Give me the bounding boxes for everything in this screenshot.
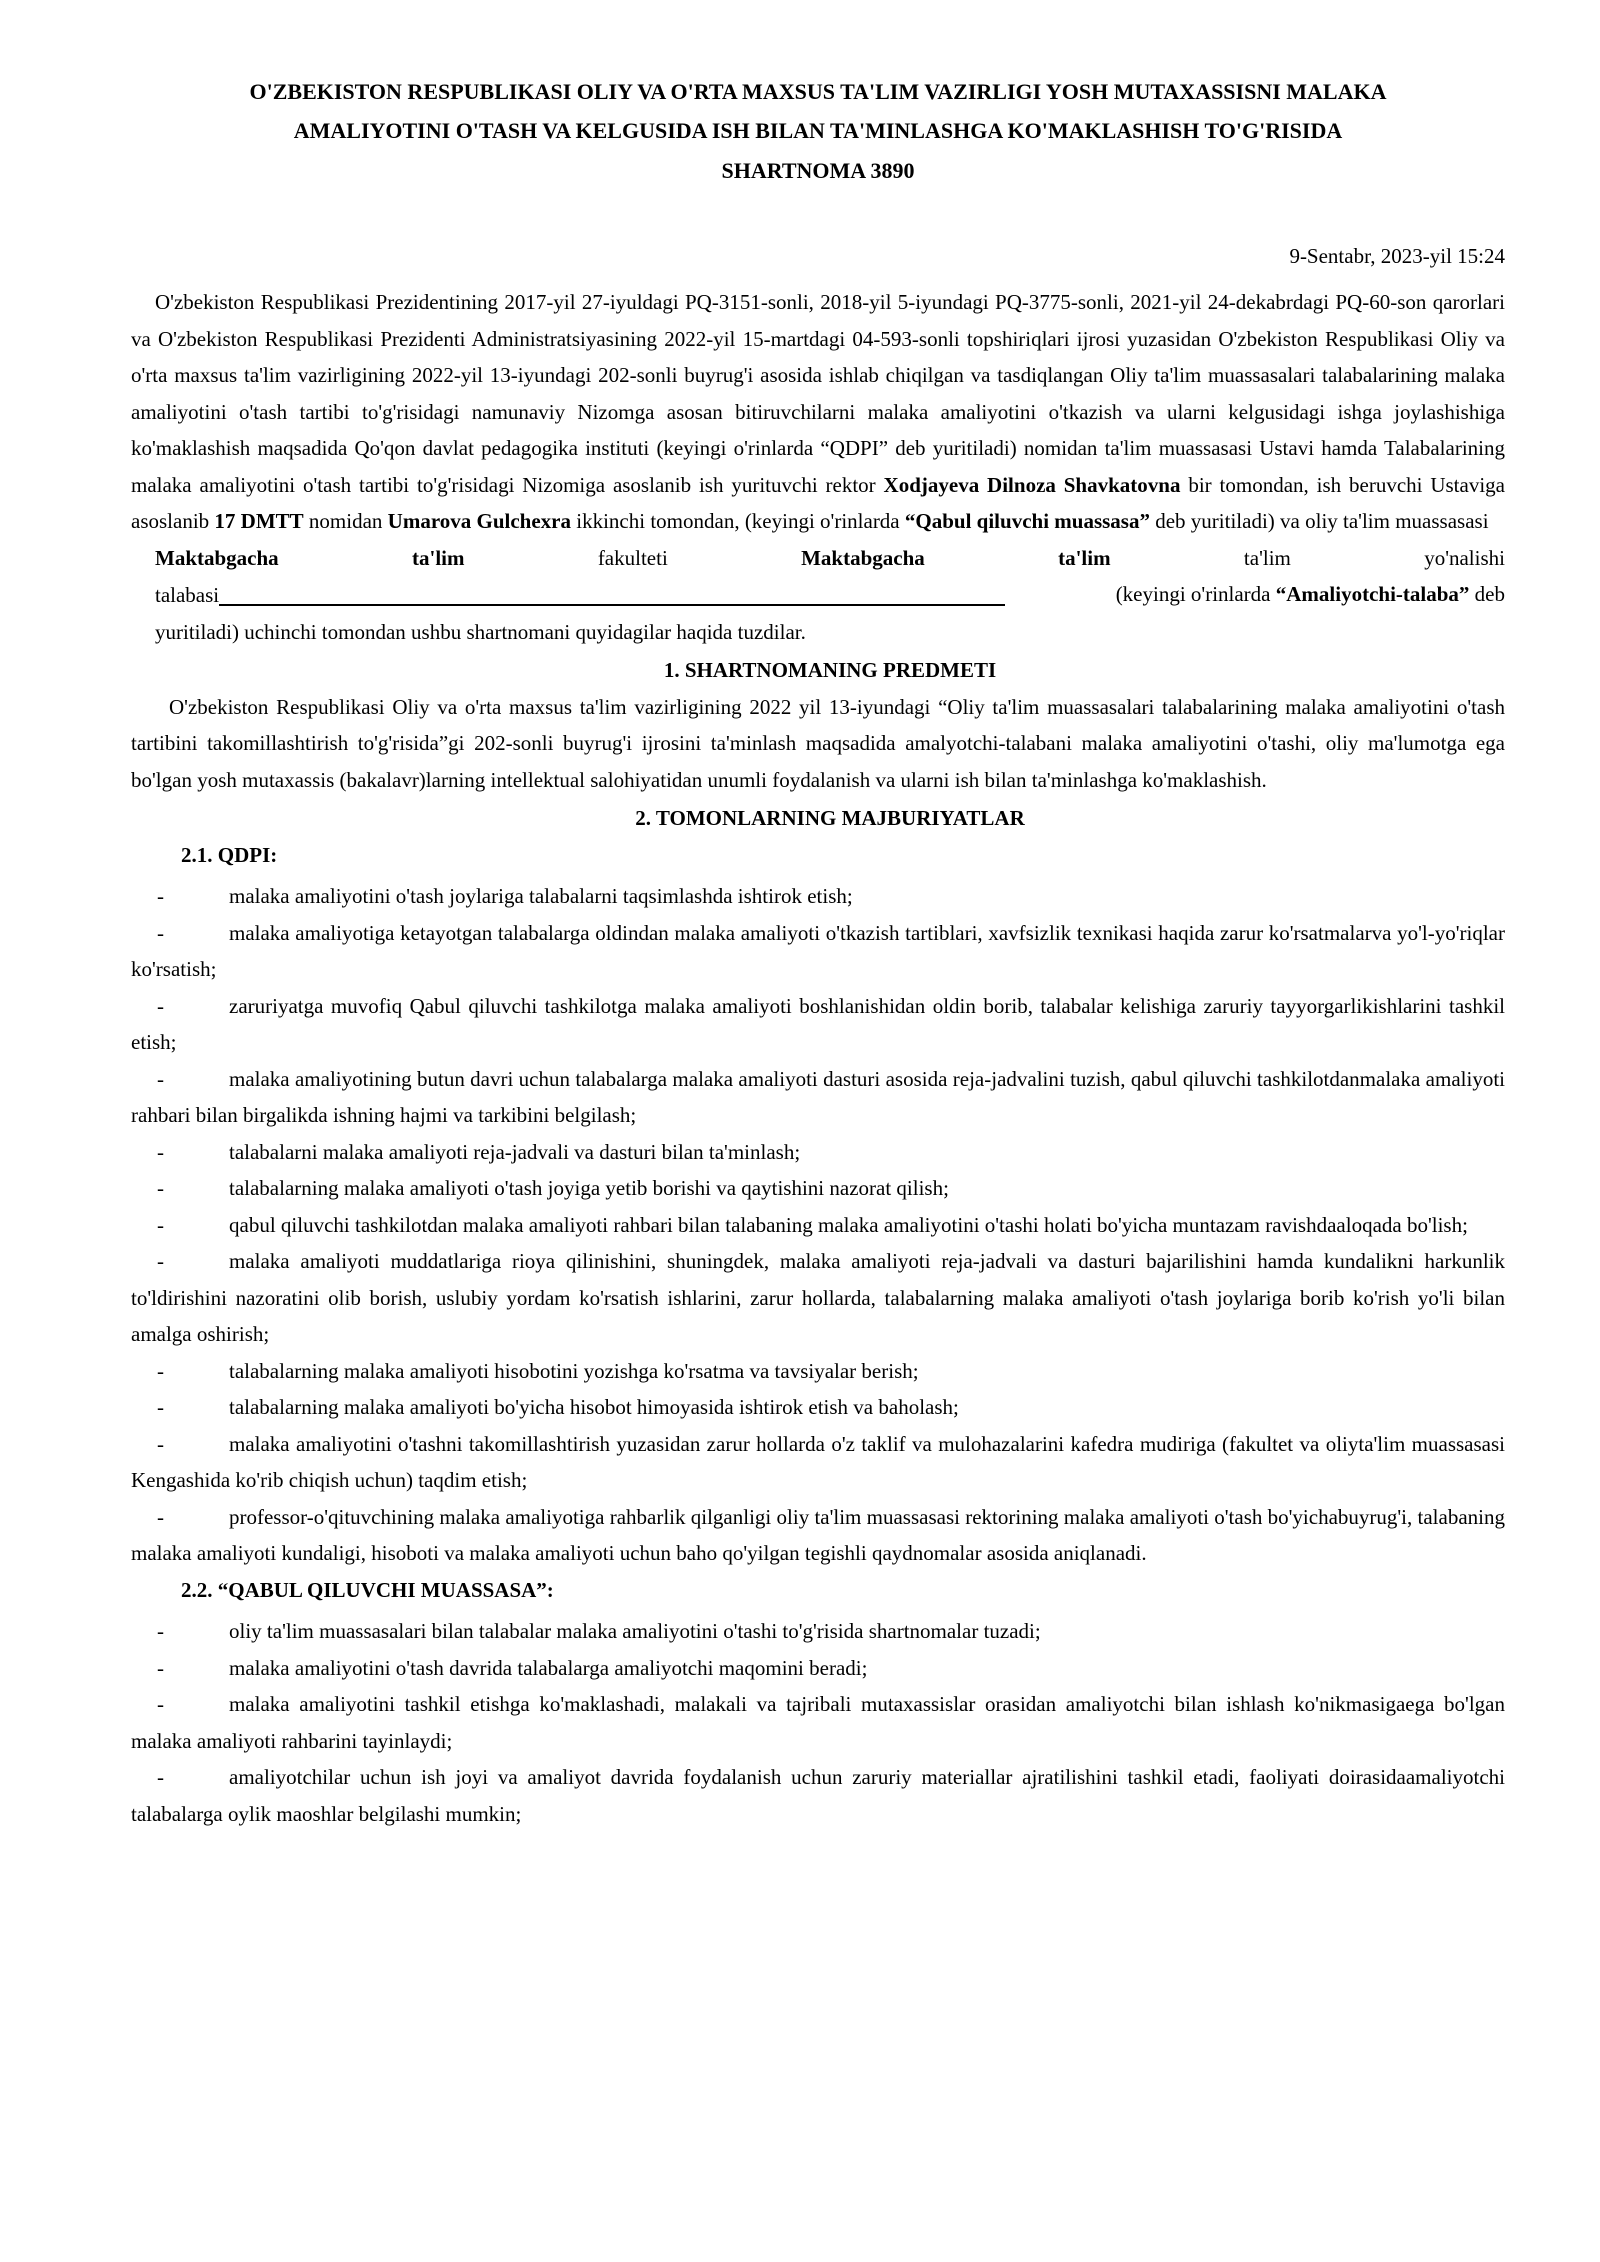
student-word: talabasi (155, 583, 220, 607)
list-dash: - (157, 1139, 164, 1164)
direction-word-b: yo'nalishi (1424, 545, 1505, 570)
list-item: - malaka amaliyotiga ketayotgan talabalarga oldindan malaka amaliyoti o'tkazish tartiblari, xavfsizlik texnikasi haqida zarur ko'rsatmalarva yo'l-yo'riqlar ko'rsatish; (131, 915, 1505, 988)
list-dash: - (157, 1692, 164, 1716)
direction-word-a: ta'lim (1243, 545, 1291, 570)
list-item: - talabalarning malaka amaliyoti bo'yicha hisobot himoyasida ishtirok etish va baholash; (131, 1389, 1505, 1426)
direction-name-a: Maktabgacha (801, 545, 925, 570)
section-1-heading: 1. SHARTNOMANING PREDMETI (663, 658, 997, 682)
list-item: - talabalarni malaka amaliyoti reja-jadvali va dasturi bilan ta'minlash; (131, 1134, 1505, 1171)
list-item: - professor-o'qituvchining malaka amaliyotiga rahbarlik qilganligi oliy ta'lim muassasasi rektorining malaka amaliyoti o'tash bo'yichabuyrug'i, talabaning malaka amaliyoti kundaligi, hisoboti va malaka amaliyoti uchun baho qo'yilgan tegishli qaydnomalar asosida aniqlanadi. (131, 1499, 1505, 1572)
list-item: - talabalarning malaka amaliyoti o'tash joyiga yetib borishi va qaytishini nazorat qilish; (131, 1170, 1505, 1207)
list-dash: - (157, 1619, 164, 1643)
title-line-1: O'ZBEKISTON RESPUBLIKASI OLIY VA O'RTA MAXSUS TA'LIM VAZIRLIGI YOSH MUTAXASSISNI MALAKA (249, 79, 1387, 104)
list-dash: - (157, 1249, 164, 1273)
list-dash: - (157, 993, 164, 1018)
subsection-2-1-list (131, 878, 1505, 1572)
intro-text-6: (keyingi o'rinlarda (1115, 582, 1276, 606)
list-item: - malaka amaliyoti muddatlariga rioya qilinishini, shuningdek, malaka amaliyoti reja-jadvali va dasturi bajarilishini hamda kundalikni harkunlik to'ldirishini nazoratini olib borish, uslubiy yordam ko'rsatish ishlarini, zarur hollarda, talabalarning malaka amaliyoti o'tash joylariga borib ko'rish yo'li bilan amalga oshirish; (131, 1243, 1505, 1353)
list-item: - amaliyotchilar uchun ish joyi va amaliyot davrida foydalanish uchun zaruriy materiallar ajratilishini tashkil etadi, faoliyati doirasidaamaliyotchi talabalarga oylik maoshlar belgilashi mumkin; (131, 1759, 1505, 1832)
title-line-2: AMALIYOTINI O'TASH VA KELGUSIDA ISH BILAN TA'MINLASHGA KO'MAKLASHISH TO'G'RISIDA (293, 118, 1343, 143)
intro-text-8: yuritiladi) uchinchi tomondan ushbu shartnomani quyidagilar haqida tuzdilar. (155, 619, 806, 644)
intro-paragraph (131, 284, 1505, 1832)
direction-name-b: ta'lim (1058, 545, 1111, 570)
list-dash: - (157, 1212, 164, 1237)
subsection-2-1-heading: 2.1. QDPI: (181, 842, 278, 867)
employer-alias: “Qabul qiluvchi muassasa” (904, 509, 1150, 533)
list-item: - qabul qiluvchi tashkilotdan malaka amaliyoti rahbari bilan talabaning malaka amaliyotini o'tashi holati bo'yicha muntazam ravishdaaloqada bo'lish; (131, 1207, 1505, 1244)
contract-number: SHARTNOMA 3890 (721, 158, 915, 183)
subsection-2-2-heading: 2.2. “QABUL QILUVCHI MUASSASA”: (181, 1577, 554, 1602)
list-dash: - (157, 1431, 164, 1456)
student-alias: “Amaliyotchi-talaba” (1275, 582, 1470, 606)
intro-text-2: bir tomondan, ish beruvchi Ustaviga asoslanib (131, 472, 1505, 533)
list-item: - oliy ta'lim muassasalari bilan talabalar malaka amaliyotini o'tashi to'g'risida shartnomalar tuzadi; (131, 1613, 1505, 1650)
student-line (131, 576, 1505, 614)
list-item: - malaka amaliyotini tashkil etishga ko'maklashadi, malakali va tajribali mutaxassislar orasidan amaliyotchi bilan ishlash ko'nikmasigaega bo'lgan malaka amaliyoti rahbarini tayinlaydi; (131, 1686, 1505, 1759)
document-title (131, 72, 1505, 150)
list-item: - malaka amaliyotining butun davri uchun talabalarga malaka amaliyoti dasturi asosida reja-jadvalini tuzish, qabul qiluvchi tashkilotdanmalaka amaliyoti rahbari bilan birgalikda ishning hajmi va tarkibini belgilash; (131, 1061, 1505, 1134)
employer-name: Umarova Gulchexra (387, 509, 571, 533)
intro-text-5: deb yuritiladi) va oliy ta'lim muassasasi (1149, 509, 1489, 533)
student-name-blank[interactable] (219, 576, 1005, 606)
section-1-text: O'zbekiston Respublikasi Oliy va o'rta maxsus ta'lim vazirligining 2022 yil 13-iyundagi “Oliy ta'lim muassasalari talabalarining malaka amaliyotini o'tash tartibini takomillashtirish to'g'risida”gi 202-sonli buyrug'i ijrosini ta'minlash maqsadida amalyotchi-talabani malaka amaliyotini o'tashi, oliy ma'lumotga ega bo'lgan yosh mutaxassis (bakalavr)larning intellektual salohiyatidan unumli foydalanish va ularni ish bilan ta'minlashga ko'maklashish. (131, 694, 1505, 792)
list-dash: - (157, 1765, 164, 1789)
intro-text-4: ikkinchi tomondan, (keyingi o'rinlarda (571, 509, 905, 533)
intro-text-3: nomidan (303, 509, 388, 533)
list-item: - zaruriyatga muvofiq Qabul qiluvchi tashkilotga malaka amaliyoti boshlanishidan oldin borib, talabalar kelishiga zaruriy tayyorgarlikishlarini tashkil etish; (131, 988, 1505, 1061)
list-dash: - (157, 1504, 164, 1529)
list-dash: - (157, 1655, 164, 1680)
list-dash: - (157, 1358, 164, 1383)
list-dash: - (157, 920, 164, 945)
list-dash: - (157, 1066, 164, 1091)
section-2-heading: 2. TOMONLARNING MAJBURIYATLAR (635, 806, 1025, 830)
contract-date: 9-Sentabr, 2023-yil 15:24 (1289, 244, 1505, 268)
list-item: - malaka amaliyotini o'tashni takomillashtirish yuzasidan zarur hollarda o'z taklif va mulohazalarini kafedra mudiriga (fakultet va oliyta'lim muassasasi Kengashida ko'rib chiqish uchun) taqdim etish; (131, 1426, 1505, 1499)
faculty-line (131, 540, 1505, 577)
list-dash: - (157, 1176, 164, 1200)
faculty-name-a: Maktabgacha (155, 545, 279, 570)
intro-text-1: O'zbekiston Respublikasi Prezidentining 2017-yil 27-iyuldagi PQ-3151-sonli, 2018-yil 5-iyundagi PQ-3775-sonli, 2021-yil 24-dekabrdagi PQ-60-son qarorlari va O'zbekiston Respublikasi Prezidenti Administratsiyasining 2022-yil 15-martdagi 04-593-sonli topshiriqlari ijrosi yuzasidan O'zbekiston Respublikasi Oliy va o'rta maxsus ta'lim vazirligining 2022-yil 13-iyundagi 202-sonli buyrug'i asosida ishlab chiqilgan va tasdiqlangan Oliy ta'lim muassasalari talabalarining malaka amaliyotini o'tash tartibi to'g'risidagi namunaviy Nizomga asosan bitiruvchilarni malaka amaliyotini o'tkazish va ularni kelgusidagi ishga joylashishiga ko'maklashish maqsadida Qo'qon davlat pedagogika instituti (keyingi o'rinlarda “QDPI” deb yuritiladi) nomidan ta'lim muassasasi Ustavi hamda Talabalarining malaka amaliyotini o'tash tartibi to'g'risidagi Nizomiga asoslanib ish yurituvchi rektor (131, 290, 1505, 497)
subsection-2-2-list (131, 1613, 1505, 1832)
rector-name: Xodjayeva Dilnoza Shavkatovna (883, 472, 1181, 497)
list-item: - malaka amaliyotini o'tash joylariga talabalarni taqsimlashda ishtirok etish; (131, 878, 1505, 915)
list-item: - malaka amaliyotini o'tash davrida talabalarga amaliyotchi maqomini beradi; (131, 1650, 1505, 1687)
list-dash: - (157, 1395, 164, 1419)
list-item: - talabalarning malaka amaliyoti hisobotini yozishga ko'rsatma va tavsiyalar berish; (131, 1353, 1505, 1390)
faculty-name-b: ta'lim (412, 545, 465, 570)
employer-org: 17 DMTT (214, 509, 304, 533)
list-dash: - (157, 884, 164, 908)
intro-text-7: deb (1469, 582, 1505, 606)
faculty-word: fakulteti (597, 545, 668, 570)
